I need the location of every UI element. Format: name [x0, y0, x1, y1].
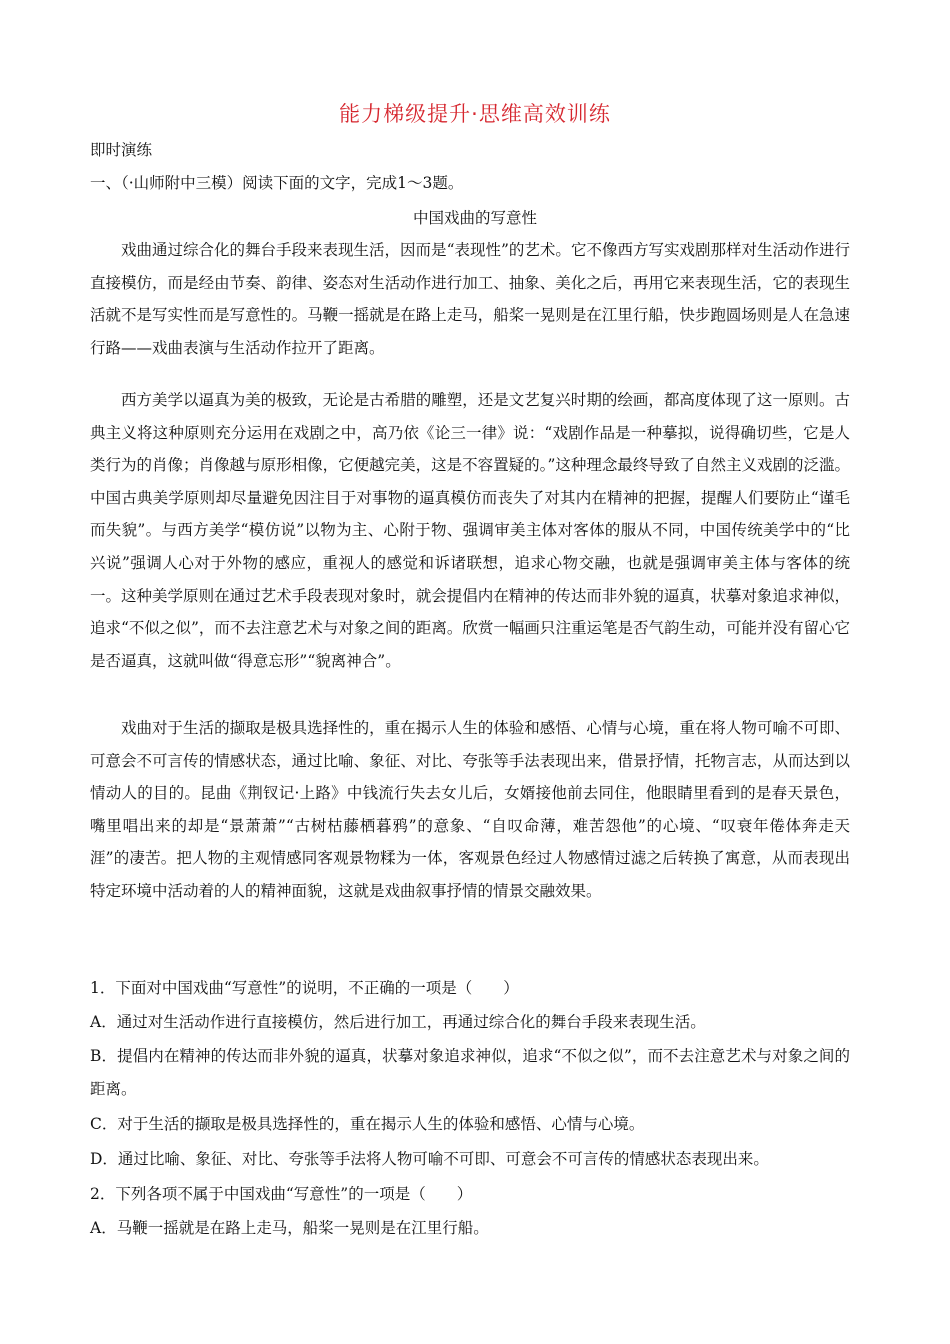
- section-label: 即时演练: [90, 141, 153, 159]
- question-1-option-c: C．对于生活的撷取是极具选择性的，重在揭示人生的体验和感悟、心情与心境。: [90, 1115, 645, 1133]
- question-2-stem: 2．下列各项不属于中国戏曲“写意性”的一项是（ ）: [90, 1185, 473, 1203]
- article-title: 中国戏曲的写意性: [412, 209, 537, 227]
- question-1-option-d: D．通过比喻、象征、对比、夸张等手法将人物可喻不可即、可意会不可言传的情感状态表现出来。: [90, 1150, 769, 1168]
- question-2-option-a: A．马鞭一摇就是在路上走马，船桨一晃则是在江里行船。: [90, 1219, 489, 1237]
- question-1-option-b: B．提倡内在精神的传达而非外貌的逼真，状摹对象追求神似，追求“不似之似”，而不去注意艺术与对象之间的距离。: [90, 1047, 850, 1098]
- article-paragraph-1: 戏曲通过综合化的舞台手段来表现生活，因而是“表现性”的艺术。它不像西方写实戏剧那样对生活动作进行直接模仿，而是经由节奏、韵律、姿态对生活动作进行加工、抽象、美化之后，再用它来表现生活，它的表现生活就不是写实性而是写意性的。马鞭一摇就是在路上走马，船桨一晃则是在江里行船，快步跑圆场则是人在急速行路——戏曲表演与生活动作拉开了距离。: [90, 241, 850, 357]
- article-paragraph-3: 戏曲对于生活的撷取是极具选择性的，重在揭示人生的体验和感悟、心情与心境，重在将人物可喻不可即、可意会不可言传的情感状态，通过比喻、象征、对比、夸张等手法表现出来，借景抒情，托物言志，从而达到以情动人的目的。昆曲《荆钗记·上路》中钱流行失去女儿后，女婿接他前去同住，他眼睛里看到的是春天景色，嘴里唱出来的却是“景萧萧”“古树枯藤栖暮鸦”的意象、“自叹命薄，难苦怨他”的心境、“叹衰年倦体奔走天涯”的凄苦。把人物的主观情感同客观景物糅为一体，客观景色经过人物感情过滤之后转换了寓意，从而表现出特定环境中活动着的人的精神面貌，这就是戏曲叙事抒情的情景交融效果。: [90, 719, 850, 900]
- question-intro: 一、（·山师附中三模）阅读下面的文字，完成1～3题。: [90, 174, 464, 192]
- page-title: 能力梯级提升·思维高效训练: [339, 102, 611, 126]
- article-paragraph-2: 西方美学以逼真为美的极致，无论是古希腊的雕塑，还是文艺复兴时期的绘画，都高度体现了这一原则。古典主义将这种原则充分运用在戏剧之中，高乃依《论三一律》说：“戏剧作品是一种摹拟，说得确切些，它是人类行为的肖像；肖像越与原形相像，它便越完美，这是不容置疑的。”这种理念最终导致了自然主义戏剧的泛滥。中国古典美学原则却尽量避免因注目于对事物的逼真模仿而丧失了对其内在精神的把握，提醒人们要防止“谨毛而失貌”。与西方美学“模仿说”以物为主、心附于物、强调审美主体对客体的服从不同，中国传统美学中的“比兴说”强调人心对于外物的感应，重视人的感觉和诉诸联想，追求心物交融，也就是强调审美主体与客体的统一。这种美学原则在通过艺术手段表现对象时，就会提倡内在精神的传达而非外貌的逼真，状摹对象追求神似，追求“不似之似”，而不去注意艺术与对象之间的距离。欣赏一幅画只注重运笔是否气韵生动，可能并没有留心它是否逼真，这就叫做“得意忘形”“貌离神合”。: [90, 391, 850, 670]
- question-1-option-a: A．通过对生活动作进行直接模仿，然后进行加工，再通过综合化的舞台手段来表现生活。: [90, 1013, 706, 1031]
- question-1-stem: 1．下面对中国戏曲“写意性”的说明，不正确的一项是（ ）: [90, 979, 519, 997]
